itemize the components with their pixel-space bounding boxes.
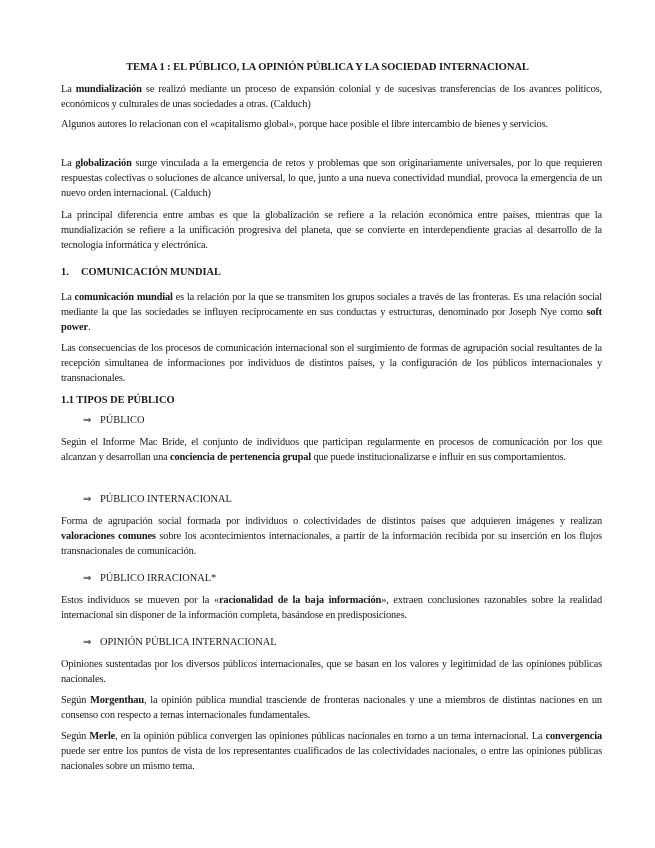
- subsection-heading-tipos-de-publico: 1.1 TIPOS DE PÚBLICO: [61, 395, 175, 406]
- term-mundializacion: mundialización: [75, 84, 142, 95]
- term-globalizacion: globalización: [75, 158, 132, 169]
- paragraph-diferencia: La principal diferencia entre ambas es que la globalización se refiere a la relación económica entre países, mientras que la mundialización se refiere a la unificación progresiva del planeta, que se convierte en interdependiente gracias al desarrollo de la tecnología informática y electrónica.: [61, 210, 602, 251]
- paragraph-publico: Según el Informe Mac Bride, el conjunto de individuos que participan regularmente en procesos de comunicación por los que alcanzan y desarrollan una conciencia de pertenencia grupal que puede institucionalizarse e influir en sus comportamientos.: [61, 437, 602, 463]
- bullet-publico-internacional: ⇒ PÚBLICO INTERNACIONAL: [83, 494, 232, 505]
- paragraph-consecuencias: Las consecuencias de los procesos de comunicación internacional son el surgimiento de formas de agrupación social resultantes de la recepción simultanea de informaciones por individuos de distintos países, y la configuración de los públicos internacionales y transnacionales.: [61, 343, 602, 384]
- paragraph-merle: Según Merle, en la opinión pública convergen las opiniones públicas nacionales en torno a un tema internacional. La convergencia puede ser entre los puntos de vista de los representantes cualificados de las colectividades nacionales, o entre las opiniones públicas nacionales sobre un mismo tema.: [61, 731, 602, 772]
- document-title: TEMA 1 : EL PÚBLICO, LA OPINIÓN PÚBLICA Y LA SOCIEDAD INTERNACIONAL: [126, 62, 529, 73]
- term-merle: Merle: [89, 731, 116, 742]
- paragraph-comunicacion-mundial: La comunicación mundial es la relación por la que se transmiten los grupos sociales a través de las fronteras. Es una relación social mediante la que las sociedades se influyen recíprocamente en sus conductas y estructuras, denominado por Joseph Nye como soft power.: [61, 292, 603, 333]
- paragraph-morgenthau: Según Morgenthau, la opinión pública mundial trasciende de fronteras nacionales y une a miembros de distintas naciones en un consenso con respecto a temas internacionales fundamentales.: [61, 695, 602, 721]
- arrow-right-icon: ⇒: [83, 494, 92, 505]
- paragraph-publico-internacional: Forma de agrupación social formada por individuos o colectividades de distintos países que adquieren imágenes y realizan valoraciones comunes sobre los acontecimientos internacionales, a partir de la información recibida por su inserción en los flujos transnacionales de comunicación.: [61, 516, 602, 557]
- paragraph-capitalismo-global: Algunos autores lo relacionan con el «capitalismo global», porque hace posible el libre intercambio de bienes y servicios.: [61, 119, 548, 130]
- paragraph-opinion-publica-internacional: Opiniones sustentadas por los diversos públicos internacionales, que se basan en los valores y legitimidad de las opiniones públicas nacionales.: [61, 659, 602, 685]
- section-heading-comunicacion-mundial: 1. COMUNICACIÓN MUNDIAL: [61, 267, 221, 278]
- paragraph-publico-irracional: Estos individuos se mueven por la «racionalidad de la baja información», extraen conclusiones razonables sobre la realidad internacional sin disponer de la información completa, basándose en predisposiciones.: [61, 595, 603, 621]
- paragraph-globalizacion: La globalización surge vinculada a la emergencia de retos y problemas que son originariamente universales, por lo que requieren respuestas colectivas o soluciones de alcance universal, lo que, junto a una nueva conectividad mundial, provoca la emergencia de un nuevo orden internacional. (Calduch): [61, 158, 603, 199]
- arrow-right-icon: ⇒: [83, 637, 92, 648]
- paragraph-mundializacion: La mundialización se realizó mediante un proceso de expansión colonial y de sucesivas transferencias de los avances políticos, económicos y culturales de unas sociedades a otras. (Calduch): [61, 84, 602, 110]
- term-morgenthau: Morgenthau: [90, 695, 144, 706]
- arrow-right-icon: ⇒: [83, 573, 92, 584]
- term-racionalidad-baja-informacion: racionalidad de la baja información: [218, 595, 382, 606]
- term-valoraciones-comunes: valoraciones comunes: [61, 531, 156, 542]
- bullet-publico-irracional: ⇒ PÚBLICO IRRACIONAL*: [83, 573, 217, 584]
- term-comunicacion-mundial: comunicación mundial: [74, 292, 173, 303]
- arrow-right-icon: ⇒: [83, 415, 92, 426]
- bullet-opinion-publica-internacional: ⇒ OPINIÓN PÚBLICA INTERNACIONAL: [83, 637, 277, 648]
- bullet-publico: ⇒ PÚBLICO: [83, 415, 145, 426]
- term-conciencia-pertenencia: conciencia de pertenencia grupal: [170, 452, 311, 463]
- term-convergencia: convergencia: [545, 731, 602, 742]
- term-soft-power: soft power: [61, 307, 602, 333]
